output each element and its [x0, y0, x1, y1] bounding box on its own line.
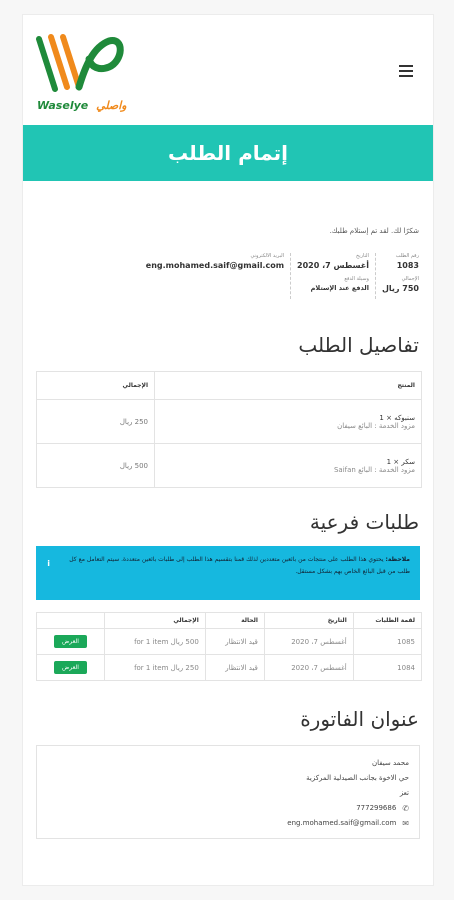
order-overview: [23, 253, 433, 299]
suborders-title: طلبات فرعية: [309, 510, 419, 534]
product-name[interactable]: سكر × 1: [386, 457, 415, 466]
table-row: [37, 444, 422, 488]
table-header-row: [37, 372, 422, 400]
product-cell: [155, 444, 422, 488]
notice-text: يحتوي هذا الطلب على منتجات من بائعين متعددين لذلك قمنا بتقسيم هذا الطلب إلى طلبات بائعين متعددة. سيتم التعامل مع كل طلب من قبل البائع الخاص بهم بشكل مستقل.: [69, 556, 410, 575]
total-value: 750 ريال: [381, 284, 419, 293]
notice-label: ملاحظة:: [385, 556, 410, 563]
order-number-label: رقم الطلب: [395, 253, 419, 259]
site-header: [23, 15, 433, 125]
suborder-total: 500 ريال for 1 item: [105, 629, 206, 655]
col-total: الإجمالي: [105, 613, 206, 629]
order-details-table: [36, 371, 422, 488]
billing-address: [36, 745, 420, 839]
col-date: التاريخ: [264, 613, 353, 629]
billing-title: عنوان الفاتورة: [300, 707, 419, 731]
table-row: [37, 629, 422, 655]
order-details-title: تفاصيل الطلب: [298, 333, 419, 357]
payment-value: الدفع عند الإستلام: [310, 284, 369, 292]
table-header-row: [37, 613, 422, 629]
page-banner: [23, 125, 433, 181]
suborder-status: قيد الانتظار: [205, 655, 264, 681]
suborder-action-cell: [37, 629, 105, 655]
suborder-date: أغسطس 7، 2020: [264, 655, 353, 681]
suborders-table: [36, 612, 422, 681]
date-block: [291, 253, 376, 299]
billing-name: محمد سيفان: [371, 759, 409, 767]
order-number-value: 1083: [396, 261, 419, 270]
logo-text-en: Waselye: [37, 99, 89, 112]
info-icon: i: [47, 559, 50, 568]
table-row: [37, 655, 422, 681]
view-button[interactable]: العرض: [54, 661, 87, 674]
suborder-date: أغسطس 7، 2020: [264, 629, 353, 655]
email-label: البريد الالكتروني: [250, 253, 285, 259]
payment-label: وسيلة الدفع: [344, 276, 369, 282]
product-vendor: مزود الخدمة : البائع Saifan: [333, 465, 415, 474]
total-label: الإجمالي: [401, 276, 419, 282]
order-received-page: [22, 14, 434, 886]
product-name[interactable]: سنبوكه × 1: [379, 413, 415, 422]
view-button[interactable]: العرض: [54, 635, 87, 648]
billing-city: تعز: [399, 789, 409, 797]
product-total: 500 ريال: [37, 444, 155, 488]
suborder-id[interactable]: 1085: [353, 629, 421, 655]
envelope-icon: ✉: [402, 819, 409, 828]
email-block: [140, 253, 291, 299]
col-order: لقمة الطلبات: [353, 613, 421, 629]
logo-text-ar: واصلي: [96, 99, 127, 112]
suborder-status: قيد الانتظار: [205, 629, 264, 655]
col-product: المنتج: [155, 372, 422, 400]
logo-wordmark: [37, 99, 127, 112]
billing-phone: 777299686: [356, 804, 397, 812]
menu-icon[interactable]: [399, 65, 413, 80]
suborder-action-cell: [37, 655, 105, 681]
suborder-id[interactable]: 1084: [353, 655, 421, 681]
col-status: الحالة: [205, 613, 264, 629]
billing-email-row: [47, 816, 409, 831]
table-row: [37, 400, 422, 444]
billing-email: eng.mohamed.saif@gmail.com: [287, 819, 397, 827]
order-number-block: [376, 253, 419, 299]
product-cell: [155, 400, 422, 444]
billing-phone-row: [47, 801, 409, 816]
col-action: [37, 613, 105, 629]
suborder-total: 250 ريال for 1 item: [105, 655, 206, 681]
date-value: أغسطس 7، 2020: [297, 261, 369, 270]
product-total: 250 ريال: [37, 400, 155, 444]
billing-line1: حي الاخوة بجانب الصيدلية المركزية: [306, 774, 409, 782]
email-value: eng.mohamed.saif@gmail.com: [145, 261, 285, 270]
col-total: الإجمالي: [37, 372, 155, 400]
phone-icon: ✆: [402, 804, 409, 813]
suborders-notice: [36, 546, 420, 600]
thank-you-message: شكرًا لك. لقد تم إستلام طلبك.: [329, 227, 419, 235]
page-title: إتمام الطلب: [167, 141, 289, 165]
date-label: التاريخ: [355, 253, 369, 259]
product-vendor: مزود الخدمة : البائع سيفان: [337, 421, 415, 430]
